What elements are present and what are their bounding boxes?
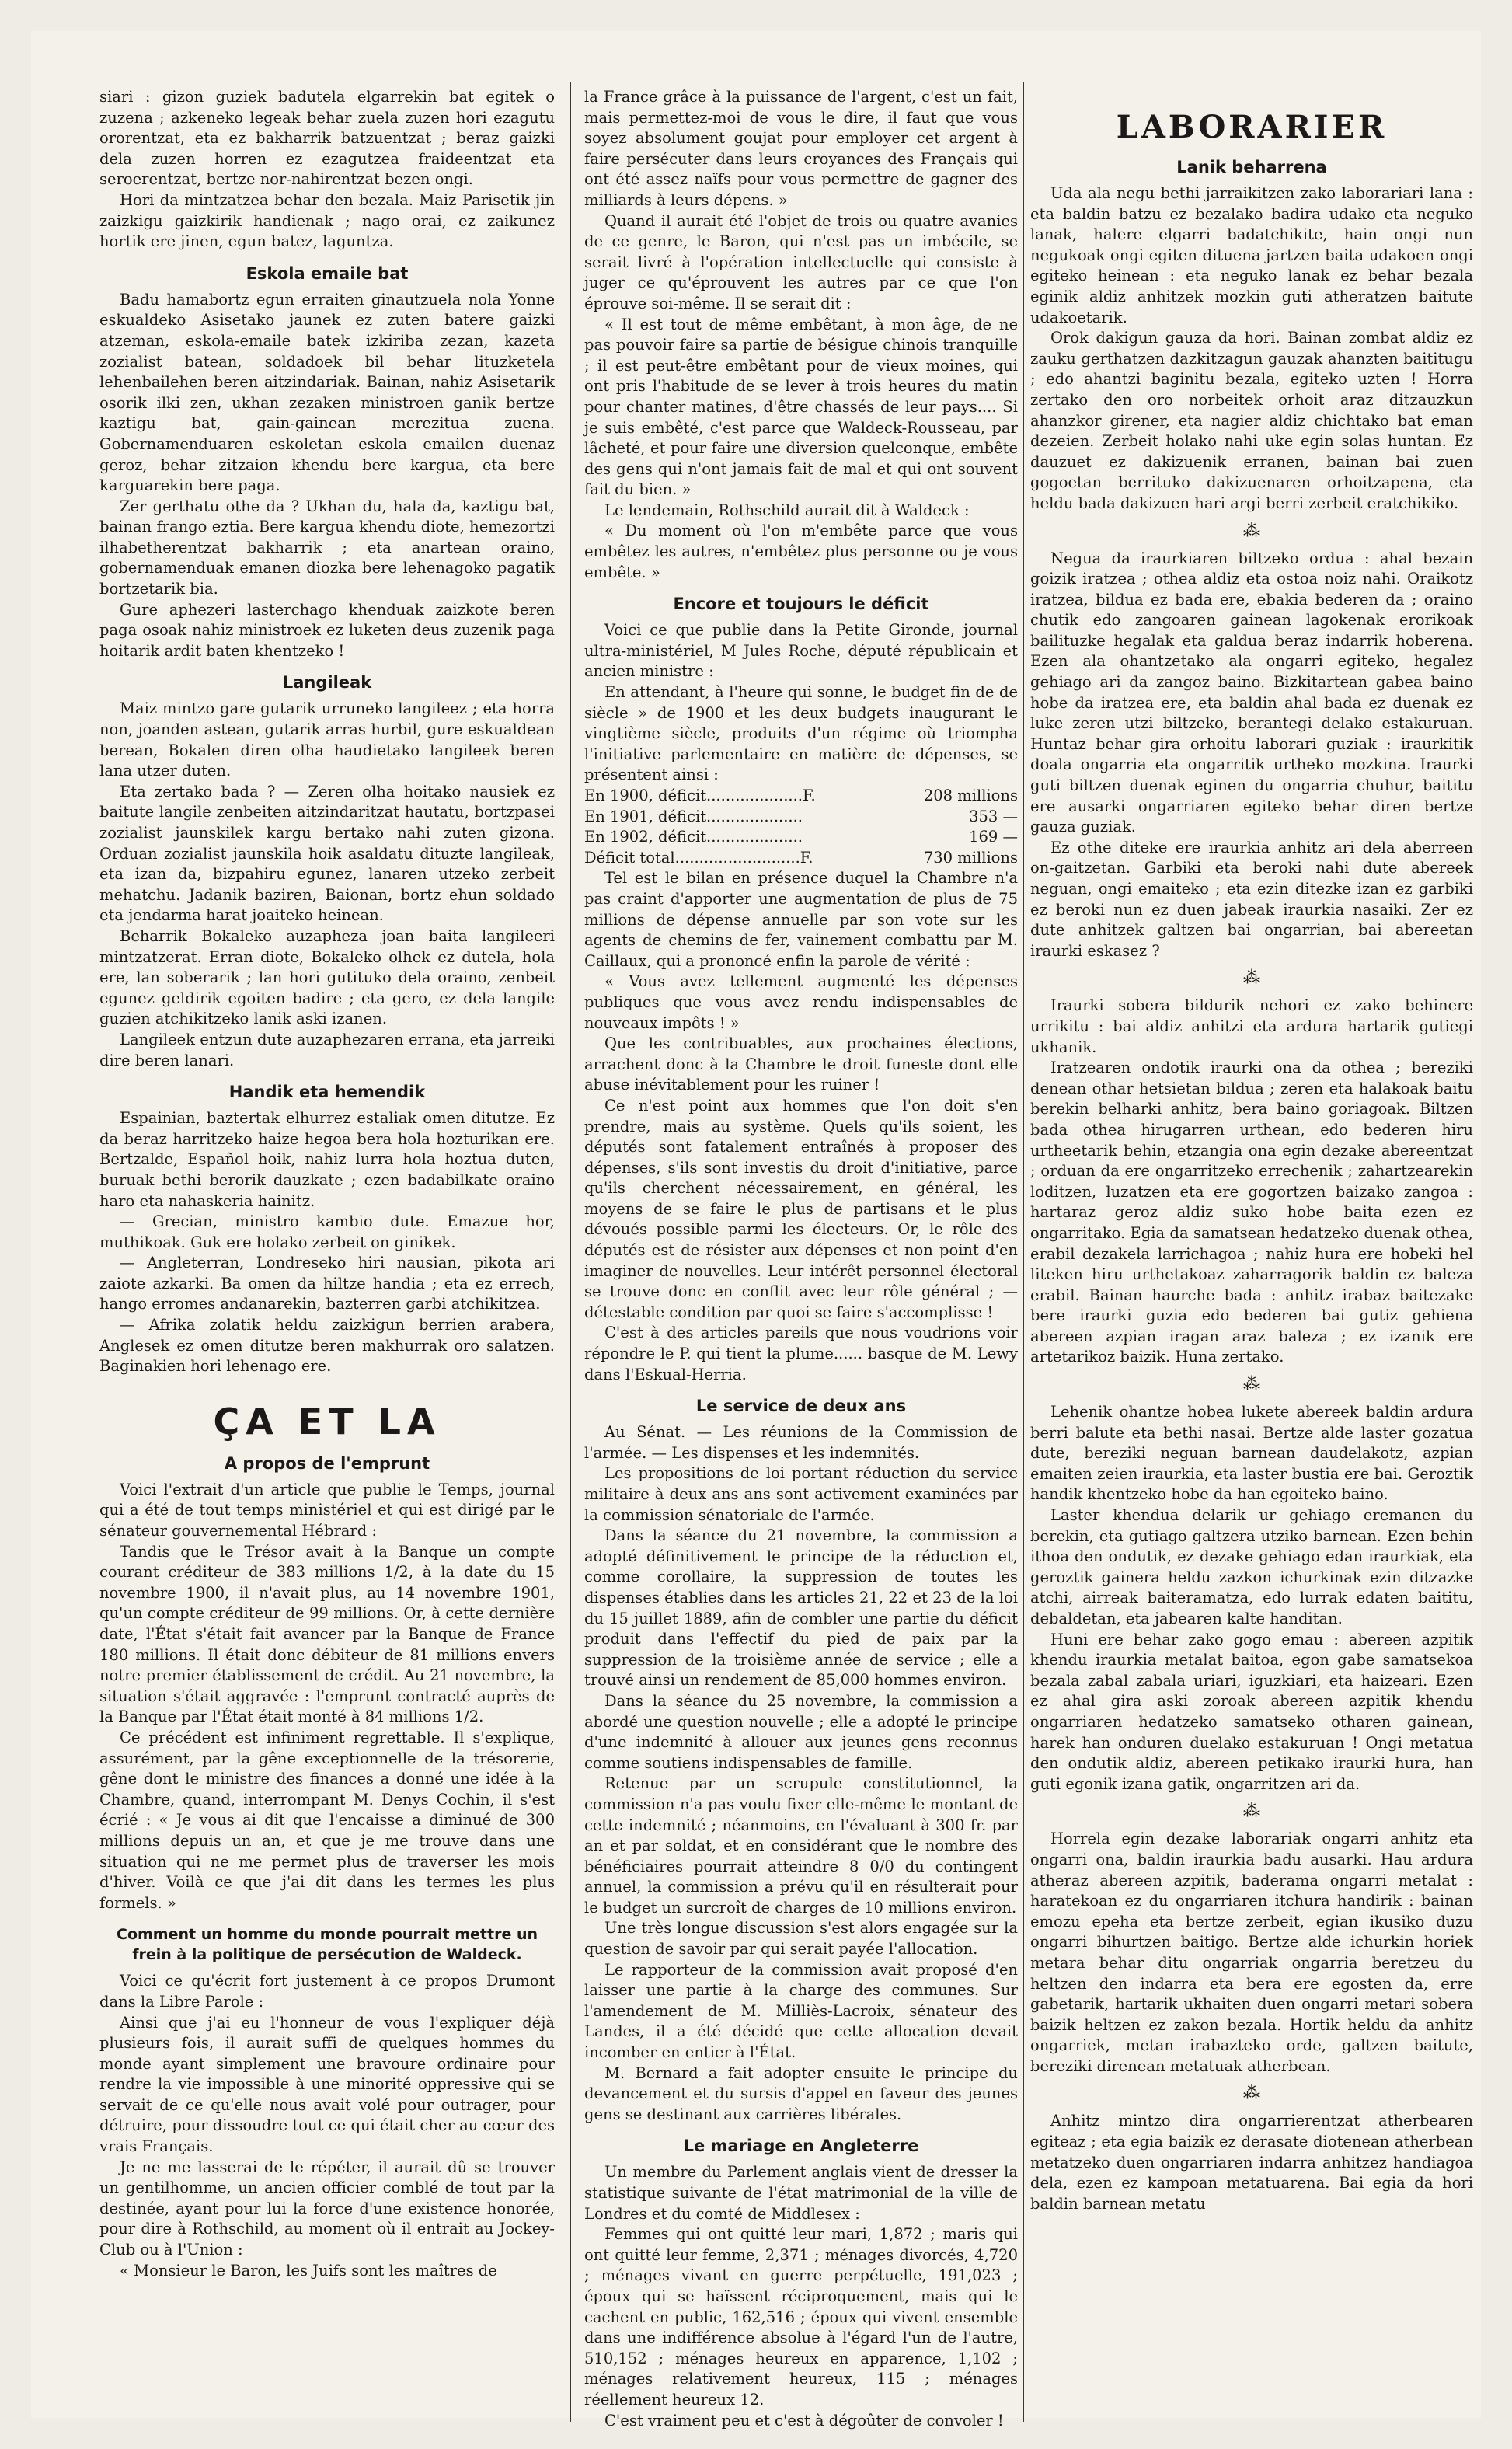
paragraph: Ce précédent est infiniment regrettable. Il s'explique, assurément, par la gêne exceptionnelle de la trésorerie, gêne dont le ministre des finances a donné une idée à la Chambre, quand, interrompant M. Denys Cochin, il s'est écrié : « Je vous ai dit que l'encaisse a diminué de 300 millions depuis un an, et que je me trouve dans une situation qui ne me permet plus de traverser les mois d'hiver. Voilà ce que j'ai dit dans les termes les plus formels. » xyxy=(99,1728,555,1912)
paragraph: Zer gerthatu othe da ? Ukhan du, hala da, kaztigu bat, bainan frango eztia. Bere kargua khendu diote, hemezortzi ilhabetherentzat bakharrik ; eta anartean oraino, gobernamenduak emanen diozka bere lehenagoko pagatik bortzetarik bia. xyxy=(99,497,555,598)
paragraph: Ez othe diteke ere iraurkia anhitz ari dela aberreen on-gaitzetan. Garbiki eta beroki nahi dute abereek neguan, ongi emaiteko ; eta ezin ditezke izan ez garbiki ez beroki nun ez duen jabeak iraurkia nasaiki. Zer ez dute anhitzek galtzen bai ongarrian, bai abereetan iraurki eskasez ? xyxy=(1030,838,1473,960)
section-heading: Le mariage en Angleterre xyxy=(683,2137,919,2156)
table-cell: 208 millions xyxy=(923,787,1018,804)
paragraph: Au Sénat. — Les réunions de la Commission de l'armée. — Les dispenses et les indemnités. xyxy=(584,1423,1018,1462)
paragraph: Quand il aurait été l'objet de trois ou quatre avanies de ce genre, le Baron, qui n'est pas un imbécile, se serait livré à l'opération intellectuelle qui consiste à juger ce qu'éprouvent les autres par ce que l'on éprouve soi-même. Il se serait dit : xyxy=(584,211,1018,312)
paragraph: Ainsi que j'ai eu l'honneur de vous l'expliquer déjà plusieurs fois, il aurait suffi de quelques hommes du monde ayant simplement une bravoure ordinaire pour rendre la vie impossible à une minorité oppressive qui se servait de ce qu'elle nous avait volé pour outrager, pour détruire, pour dissoudre tout ce qui était cher au cœur des vrais Français. xyxy=(99,2013,555,2156)
paragraph: Dans la séance du 25 novembre, la commission a abordé une question nouvelle ; elle a adopté le principe d'une indemnité à allouer aux jeunes gens reconnus comme soutiens indispensables de famille. xyxy=(584,1691,1018,1772)
table-cell: 730 millions xyxy=(923,848,1018,867)
table-cell: En 1901, déficit.................... xyxy=(584,807,803,825)
paragraph: Ce n'est point aux hommes que l'on doit s'en prendre, mais au système. Quels qu'ils soient, les députés sont fatalement entraînés à proposer des dépenses, s'ils sont investis du droit d'initiative, parce qu'ils cherchent nécessairement, en général, les moyens de se faire le plus de partisans et le plus dévoués possible parmi les électeurs. Or, le rôle des députés est de résister aux dépenses et non point d'en imaginer de nouvelles. Leur intérêt personnel électoral se trouve donc en conflit avec leur rôle général ; — détestable condition par quoi se faire s'accomplisse ! xyxy=(584,1096,1018,1321)
paragraph: — Angleterran, Londreseko hiri nausian, pikota ari zaiote azkarki. Ba omen da hiltze handia ; eta ez errech, hango erromes andanarekin, bazterren garbi atchikitzea. xyxy=(99,1254,555,1313)
deficit-table xyxy=(584,786,1018,868)
section-heading: Eskola emaile bat xyxy=(246,263,409,283)
paragraph: Hori da mintzatzea behar den bezala. Maiz Parisetik jin zaizkigu gaizkirik handienak ; nago orai, ez zaikunez hortik ere jinen, egun batez, laguntza. xyxy=(99,190,555,251)
paragraph: Laster khendua delarik ur gehiago eremanen du berekin, eta gutiago galtzera utziko barnean. Ezen behin ithoa den ondutik, ez dezake gehiago edan iraurkiak, eta geroztik gainera heldu zazkon ichurkinak ezin ditzazke atchi, airreak baiteramatza, edo lurrak edaten baititu, debaldetan, eta jabearen kalte handitan. xyxy=(1030,1506,1473,1627)
paragraph: Horrela egin dezake laborariak ongarri anhitz eta ongarri ona, baldin iraurkia badu ausarki. Hau ardura atheraz abereen azpitik, baderama ongarri metalat : haratekoan ez du ongarriaren itchura handirik : bainan emozu epeha eta bertze zerbeit, egian ikusiko duzu ongarri bihurtzen baitigo. Bertze alde ichurkin horiek metara behar ditu ongarriak ongarria beretzeu du heltzen den indarra eta bera ere egosten da, erre gabetarik, hartarik ukhaiten duen ongarri metari sobera baizik heltzen ez zakon bezala. Hortik heldu da anhitz ongarriek, metan irabazteko orde, galtzen baitute, bereziki direnean metatuak atherbean. xyxy=(1030,1830,1473,2075)
paragraph: la France grâce à la puissance de l'argent, c'est un fait, mais permettez-moi de vous le dire, il faut que vous soyez absolument goujat pour employer cet argent à faire persécuter dans leurs croyances des Français qui ont été assez naïfs pour vous permettre de gagner des milliards à leurs dépens. » xyxy=(584,88,1018,209)
paragraph: Maiz mintzo gare gutarik urruneko langileez ; eta horra non, joanden astean, gutarik arras hurbil, gure eskualdean berean, Bokalen diren olha haudietako langileek beren lana utzer duten. xyxy=(99,699,555,780)
paragraph: Huni ere behar zako gogo emau : abereen azpitik khendu iraurkia metalat baitoa, egon gabe samatsekoa bezala zabal zabala uriari, iguzkiari, eta haizeari. Ezen ez ahal gira aski zoroak abereen azpitik khendu ongarriaren hedatzeko samatseko otharen gainean, harek han onduren duelako estakuruan ! Ongi metatua den ondutik aldiz, abereen petikako iraurki hura, han guti egonik izana gatik, ongarritzen ari da. xyxy=(1030,1630,1473,1793)
paragraph: En attendant, à l'heure qui sonne, le budget fin de de siècle » de 1900 et les deux budgets inaugurant le vingtième siècle, produits d'un régime où triompha l'initiative parlementaire en matière de dépenses, se présentent ainsi : xyxy=(584,683,1018,784)
paragraph: Que les contribuables, aux prochaines élections, arrachent donc à la Chambre le droit funeste dont elle abuse inévitablement pour les ruiner ! xyxy=(584,1034,1018,1094)
section-heading: Encore et toujours le déficit xyxy=(673,595,929,614)
paragraph: Le lendemain, Rothschild aurait dit à Waldeck : xyxy=(604,501,970,519)
paragraph: « Vous avez tellement augmenté les dépenses publiques que vous avez rendu indispensables de nouveaux impôts ! » xyxy=(584,972,1018,1032)
paragraph: — Afrika zolatik heldu zaizkigun berrien arabera, Anglesek ez omen ditutze beren makhurrak oro salatzen. Baginakien hori lehenago ere. xyxy=(99,1316,555,1376)
section-masthead: LABORARIER xyxy=(1116,109,1388,145)
column-rule-right xyxy=(1023,82,1024,2422)
section-heading: Le service de deux ans xyxy=(695,1397,907,1416)
paragraph: Negua da iraurkiaren biltzeko ordua : ahal bezain goizik iratzea ; othea aldiz eta ostoa noiz nahi. Oraikotz iratzea, bildua ez bada ere, ebakia bederen da ; oraino chutik edo zangoaren gainean lagokenak erorikoak bailituzke hegalak eta galdua beraz indarrik hoberena. Ezen ala ohantzetako ala ongarri egiteko, hegalez gehiago ari da zangoz baino. Bizkitartean gabea baino hobe da iratzea ere, eta baldin ahal bada ez duenak ez luke zeren utzi biltzeko, berantegi delako estakuruan. Huntaz behar gira orhoitu laborari guziak : iraurkitik doala ongarria eta ongarritik urtheko mozkina. Iraurki guti biltzen duenak eginen du ongarria chuhur, baititu ere ausarki ongarriaren egiteko behar diren bertze gauza guziak. xyxy=(1030,549,1473,836)
section-masthead: ÇA ET LA xyxy=(213,1400,441,1443)
paragraph: Badu hamabortz egun erraiten ginautzuela nola Yonne eskualdeko Asisetako jaunek ez zuten batere gaizki atzeman, eskola-emaile batek izkiriba zezan, kazeta zozialist batean, soldadoek bil behar lituzketela lehenbailehen beren aitzindariak. Bainan, nahiz Asisetarik osorik ilki zen, ukhan zezaken ministroen ganik bertze kaztigu bat, gain-gainean merezitua zuena. Gobernamenduaren eskoletan eskola emailen duenaz geroz, behar zitzaion khendu bere kargua, eta bere karguarekin bere paga. xyxy=(99,290,555,495)
asterism-separator: ⁂ xyxy=(1243,2084,1260,2104)
section-heading: Langileak xyxy=(282,673,372,692)
paragraph: C'est à des articles pareils que nous voudrions voir répondre le P. qui tient la plume...... basque de M. Lewy dans l'Eskual-Herria. xyxy=(584,1324,1018,1383)
paragraph: Lehenik ohantze hobea lukete abereek baldin ardura berri balute eta bethi nasai. Bertze alde laster gozatua dute, bereziki neguan barnean daudelakotz, azpian emaiten zeien iraurkia, eta laster bustia ere bai. Geroztik handik khentzeko hobe da han egoiteko baino. xyxy=(1030,1403,1473,1504)
paragraph: Eta zertako bada ? — Zeren olha hoitako nausiek ez baitute langile zenbeiten aitzindaritzat hautatu, bortzpasei zozialist jaunskilek kargu bertako nahi zuten gizona. Orduan zozialist jaunskila hoik asaldatu dituzte langileak, eta izan da, bizpahiru egunez, lanaren utzeko zerbeit mehatchu. Jadanik baziren, Baionan, bortz ehun soldado eta jendarma harat joaiteko heinean. xyxy=(99,782,555,925)
paragraph: — Grecian, ministro kambio dute. Emazue hor, muthikoak. Guk ere holako zerbeit on ginikek. xyxy=(99,1212,555,1251)
paragraph: Femmes qui ont quitté leur mari, 1,872 ; maris qui ont quitté leur femme, 2,371 ; ménages divorcés, 4,720 ; ménages vivant en guerre perpétuelle, 191,023 ; époux qui se haïssent réciproquement, mais qui le cachent en public, 162,516 ; époux qui vivent ensemble dans une indifférence absolue à l'égard l'un de l'autre, 510,152 ; ménages heureux en apparence, 1,102 ; ménages relativement heureux, 115 ; ménages réellement heureux 12. xyxy=(584,2225,1018,2409)
paragraph: Langileek entzun dute auzaphezaren errana, eta jarreiki dire beren lanari. xyxy=(99,1030,555,1069)
paragraph: Tel est le bilan en présence duquel la Chambre n'a pas craint d'apporter une augmentation de plus de 75 millions de dépense annuelle par son vote sur les agents de chemins de fer, vainement combattu par M. Caillaux, qui a prononcé enfin la parole de vérité : xyxy=(584,869,1018,970)
table-cell: 169 — xyxy=(969,828,1018,846)
paragraph: Un membre du Parlement anglais vient de dresser la statistique suivante de l'état matrimonial de la ville de Londres et du comté de Middlesex : xyxy=(584,2163,1018,2223)
section-heading: Comment un homme du monde pourrait mettre un frein à la politique de persécution de Waldeck. xyxy=(117,1926,538,1964)
asterism-separator: ⁂ xyxy=(1243,1802,1260,1822)
paragraph: Beharrik Bokaleko auzapheza joan baita langileeri mintzatzerat. Erran diote, Bokaleko olhek ez dutela, hola ere, lan soberarik ; lan hori gutituko dela oraino, zenbeit egunez geldirik egoiten badire ; eta gero, ez dela langile guzien atchikitzeko lanik aski izanen. xyxy=(99,926,555,1028)
paragraph: « Il est tout de même embêtant, à mon âge, de ne pas pouvoir faire sa partie de bésigue chinois tranquille ; il est peut-être embêtant pour de vieux moines, qui ont pris l'habitude de se lever à trois heures du matin pour chanter matines, d'être chassés de leur pays.... Si je suis embêté, c'est parce que Waldeck-Rousseau, par lâcheté, et pour faire une diversion quelconque, embête des gens qui n'ont jamais fait de mal et qui ont souvent fait du bien. » xyxy=(584,315,1018,499)
column-basque-news xyxy=(99,87,555,2415)
table-cell: En 1900, déficit....................F. xyxy=(584,787,816,804)
paragraph: Voici ce que publie dans la Petite Gironde, journal ultra-ministériel, M Jules Roche, député républicain et ancien ministre : xyxy=(584,621,1018,681)
column-french-news xyxy=(584,87,1018,2430)
table-cell: En 1902, déficit.................... xyxy=(584,828,803,846)
paragraph: Une très longue discussion s'est alors engagée sur la question de savoir par qui serait payée l'allocation. xyxy=(584,1919,1018,1959)
paragraph: Espainian, baztertak elhurrez estaliak omen ditutze. Ez da beraz harritzeko haize hegoa bera hola hozturikan ere. Bertzalde, Español hoik, nahiz lurra hola hoztua duten, buruak bethi berorik dauzkate ; ezen badabilkate oraino haro eta nahaskeria hainitz. xyxy=(99,1109,555,1210)
paragraph: « Monsieur le Baron, les Juifs sont les maîtres de xyxy=(120,2261,497,2280)
paragraph: Orok dakigun gauza da hori. Bainan zombat aldiz ez zauku gerthatzen dazkitzagun gauzak ahanzten baititugu ; edo ahantzi baginitu bezala, egiteko uzten ! Horra zertako den oro norbeitek orhoit araz ditzauzkun ahanzkor girener, eta nagier aldiz chichtako bat eman dezeien. Zerbeit holako nahi uke egin solas huntan. Ez dauzuet ez dakizuenik erranen, bainan bai zuen gogoetan berrituko dakizuenaren orhoitzapena, eta heldu bada dakizuen hari argi berri zerbeit eratchikiko. xyxy=(1030,329,1473,512)
paragraph: Uda ala negu bethi jarraikitzen zako laborariari lana : eta baldin batzu ez bezalako badira udako eta neguko lanak, halere elgarri badatchikite, hain ongi nun negukoak ongi egiten dituena jartzen baita udakoen ongi egiteko heinean : eta neguko lanak ez behar bezala eginik aldiz anhitzek mozkin guti atheratzen baitute udakoetarik. xyxy=(1030,184,1473,326)
asterism-separator: ⁂ xyxy=(1243,521,1260,541)
paragraph: Iraurki sobera bildurik nehori ez zako behinere urrikitu : bai aldiz anhitzi eta ardura hartarik gutiegi ukhanik. xyxy=(1030,996,1473,1056)
paragraph: siari : gizon guziek badutela elgarrekin bat egitek o zuzena ; azkeneko legeak behar zuela zuzen hori ezagutu ororentzat, eta ez bakharrik batzuentzat ; beraz gaizki dela zuzen horren ez ezagutzea fraideentzat eta seroerentzat, bertze nor-nahirentzat bezen ongi. xyxy=(99,88,555,189)
paragraph: Les propositions de loi portant réduction du service militaire à deux ans ans sont activement examinées par la commission sénatoriale de l'armée. xyxy=(584,1464,1018,1524)
paragraph: « Du moment où l'on m'embête parce que vous embêtez les autres, n'embêtez plus personne ou je vous embête. » xyxy=(584,522,1018,581)
section-heading: Lanik beharrena xyxy=(1176,158,1327,176)
paragraph: Retenue par un scrupule constitutionnel, la commission n'a pas voulu fixer elle-même le montant de cette indemnité ; néanmoins, en l'évaluant à 300 fr. par an et par soldat, et en considérant que le nombre des bénéficiaires pourrait atteindre 8 0/0 du contingent annuel, la commission a prévu qu'il en résulterait pour le budget un surcroît de charges de 10 millions environ. xyxy=(584,1774,1018,1917)
asterism-separator: ⁂ xyxy=(1243,968,1260,989)
asterism-separator: ⁂ xyxy=(1243,1375,1260,1395)
paragraph: Iratzearen ondotik iraurki ona da othea ; bereziki denean othar hetsietan bildua ; zeren eta halakoak baitu berekin belharki anhitz, bera baino goriagoak. Biltzen bada othea hirugarren urthean, edo bederen hiru urtheetarik behin, etzangia ona egin dezake abereentzat ; orduan da ere ongarritzeko errechenik ; zahartzearekin loditzen, luzatzen eta ere gogortzen baizako zangoa : hartaraz geroz aldiz suko hobe baita ezen ez ongarritako. Egia da samatsean hedatzeko duenak othea, erabil dezakela larrichagoa ; nahiz hura ere hobeki hel liteken hiru urthetakoaz zaharragorik baldin ez baleza erabil. Bainan haurche bada : anhitz irabaz baitezake bere iraurki guzia edo bederen bai gutiz gehiena abereen azpian iragan araz baleza ; ez izanik ere artetarikoz baizik. Huna zertako. xyxy=(1030,1059,1473,1366)
paragraph: Le rapporteur de la commission avait proposé d'en laisser une partie à la charge des communes. Sur l'amendement de M. Milliès-Lacroix, sénateur des Landes, il a été décidé que cette allocation devait incomber en entier à l'État. xyxy=(584,1960,1018,2062)
table-cell: Déficit total..........................F. xyxy=(584,848,813,867)
column-rule-left xyxy=(570,82,571,2422)
table-cell: 353 — xyxy=(969,807,1018,825)
paragraph: Voici ce qu'écrit fort justement à ce propos Drumont dans la Libre Parole : xyxy=(99,1972,555,2011)
paragraph: Tandis que le Trésor avait à la Banque un compte courant créditeur de 383 millions 1/2, à la date du 15 novembre 1900, il n'avait plus, au 14 novembre 1901, qu'un compte créditeur de 99 millions. Or, à cette dernière date, l'État s'était fait avancer par la Banque de France 180 millions. Il était donc débiteur de 81 millions envers notre premier établissement de crédit. Au 21 novembre, la situation s'était aggravée : l'emprunt contracté auprès de la Banque par l'État était monté à 84 millions 1/2. xyxy=(99,1542,555,1726)
paragraph: C'est vraiment peu et c'est à dégoûter de convoler ! xyxy=(604,2411,1004,2430)
section-heading: Handik eta hemendik xyxy=(228,1083,426,1102)
newspaper-page xyxy=(31,31,1481,2430)
paragraph: M. Bernard a fait adopter ensuite le principe du devancement et du sursis d'appel en faveur des jeunes gens se destinant aux carrières libérales. xyxy=(584,2064,1018,2123)
paragraph: Anhitz mintzo dira ongarrierentzat atherbearen egiteaz ; eta egia baizik ez derasate diotenean atherbean metatzeko duen ongarriaren indarra anhitzez handiagoa dela, ezen ez kampoan metatuarena. Bai egia da hori baldin barnean metatu xyxy=(1030,2112,1473,2213)
paragraph: Voici l'extrait d'un article que publie le Temps, journal qui a été de tout temps ministériel et qui est dirigé par le sénateur gouvernemental Hébrard : xyxy=(99,1480,555,1540)
paragraph: Dans la séance du 21 novembre, la commission a adopté définitivement le principe de la réduction et, comme corollaire, la suppression de toutes les dispenses établies dans les articles 21, 22 et 23 de la loi du 15 juillet 1889, afin de combler une partie du déficit produit dans l'effectif du pied de paix par la suppression de la troisième année de service ; elle a trouvé ainsi un rendement de 85,000 hommes environ. xyxy=(584,1526,1018,1690)
paragraph: Je ne me lasserai de le répéter, il aurait dû se trouver un gentilhomme, un ancien officier comblé de tout par la destinée, ayant pour lui la force d'une existence honorée, pour dire à Rothschild, au moment où il entrait au Jockey-Club ou à l'Union : xyxy=(99,2158,555,2259)
section-heading: A propos de l'emprunt xyxy=(224,1453,430,1473)
paragraph: Gure aphezeri lasterchago khenduak zaizkote beren paga osoak nahiz ministroek ez luketen deus zuzenik paga hoitarik ardit baten khentzeko ! xyxy=(99,600,555,660)
column-laborarier xyxy=(1030,109,1473,2437)
